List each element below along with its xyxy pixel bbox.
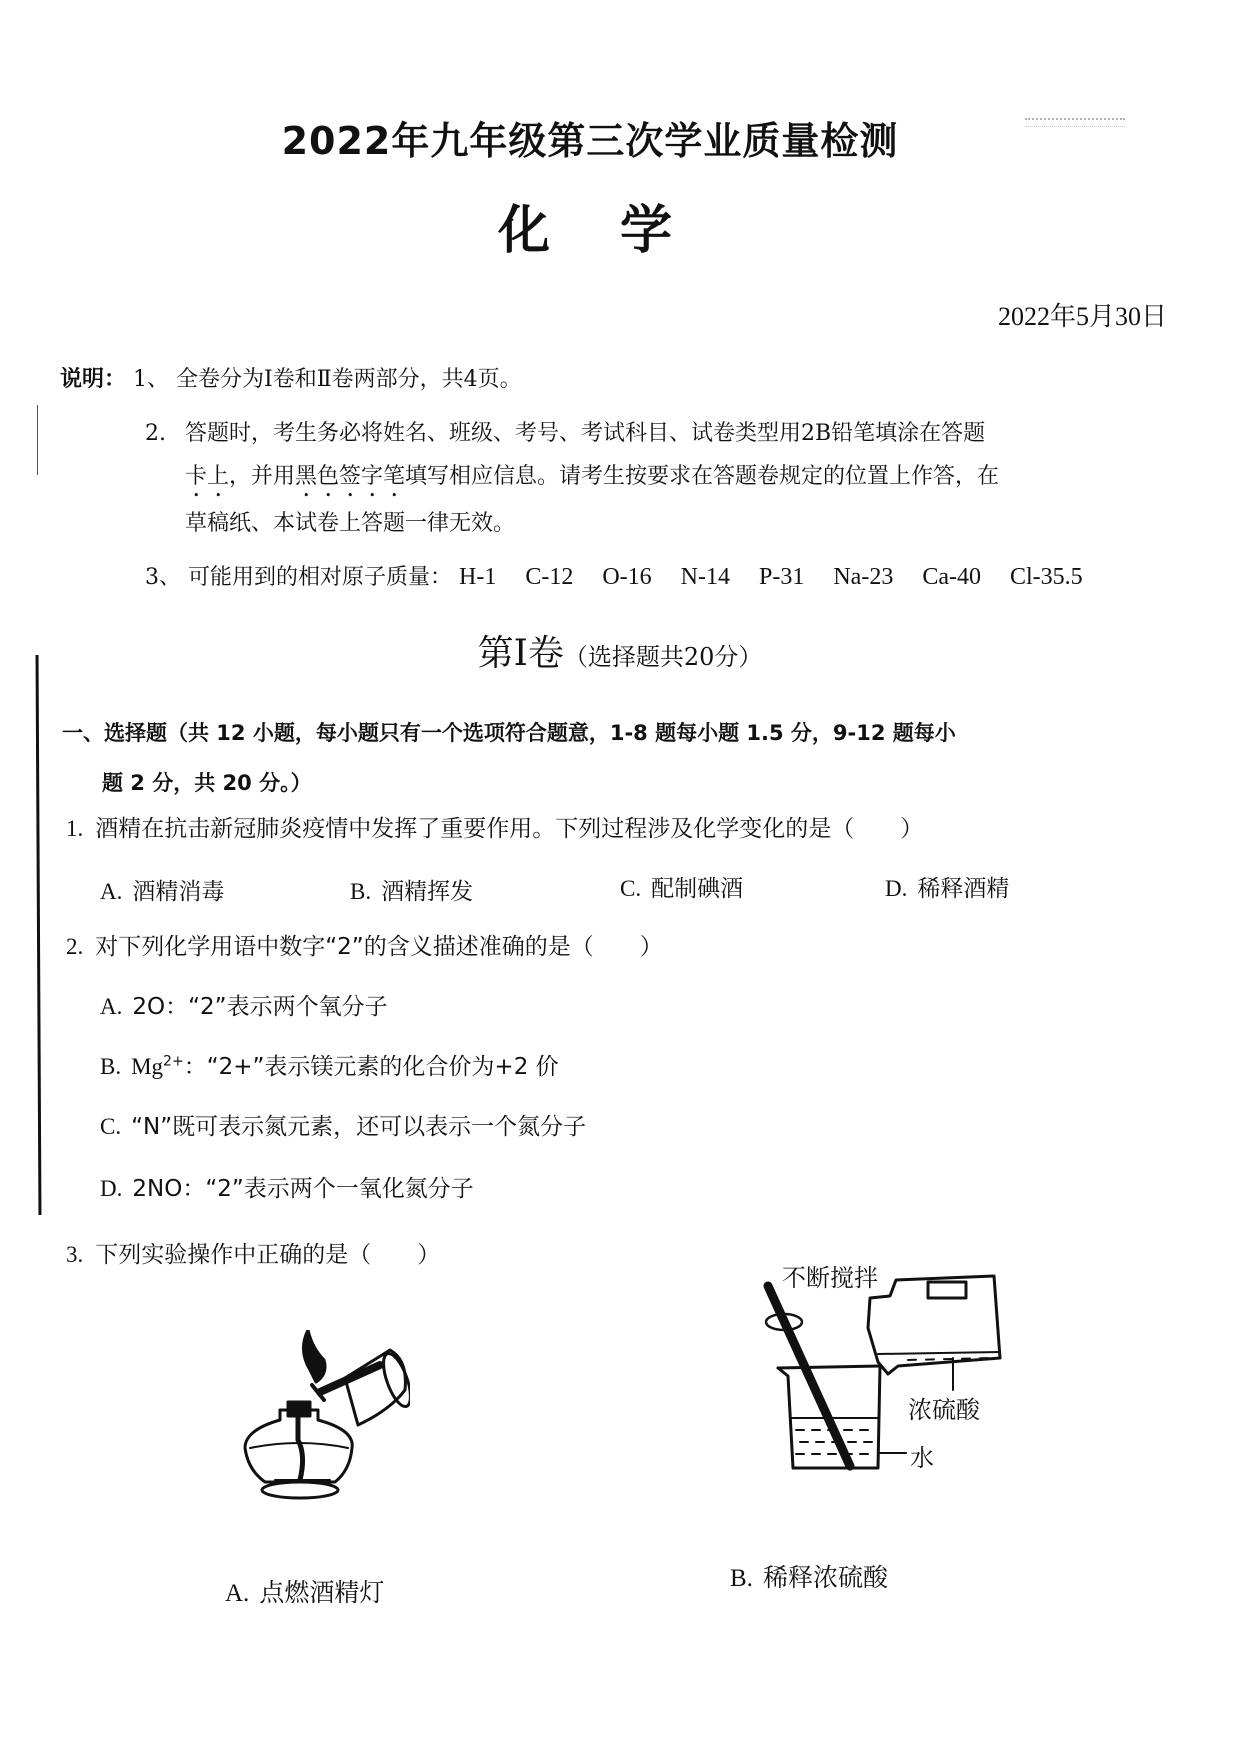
- option-letter: D.: [100, 1176, 123, 1201]
- alcohol-lamp-lighting-icon: [240, 1330, 410, 1505]
- question-2-text: 对下列化学用语中数字“2”的含义描述准确的是（ ）: [95, 934, 663, 960]
- figure-a-caption[interactable]: [225, 1573, 384, 1609]
- figure-caption-text: 点燃酒精灯: [259, 1578, 385, 1607]
- question-2-stem: [66, 928, 663, 961]
- option-text: 2O：“2”表示两个氧分子: [132, 994, 388, 1020]
- figure-caption-text: 稀释浓硫酸: [762, 1563, 888, 1592]
- mass-c: C-12: [525, 564, 574, 590]
- note-3-text: 可能用到的相对原子质量：: [188, 565, 453, 590]
- exam-date: 2022年5月30日: [997, 302, 1167, 331]
- part-one-header: [62, 708, 1182, 808]
- option-text: ：“2+”表示镁元素的化合价为+2 价: [183, 1054, 559, 1080]
- note-2-emph-pen: 黑色签字笔: [295, 464, 406, 489]
- margin-rule: [36, 655, 42, 1215]
- mass-ca: Ca-40: [922, 564, 981, 590]
- question-1-text: 酒精在抗击新冠肺炎疫情中发挥了重要作用。下列过程涉及化学变化的是（ ）: [95, 816, 924, 842]
- label-stir: 不断搅拌: [782, 1264, 878, 1292]
- part-one-line1: 一、选择题（共 12 小题，每小题只有一个选项符合题意，1-8 题每小题 1.5 分，9-12 题每小: [62, 721, 956, 745]
- mass-h: H-1: [459, 564, 497, 590]
- note-1-num: 1、: [133, 367, 170, 392]
- note-2-emph-card: 卡上: [185, 464, 230, 489]
- section-subtitle: （选择题共20分）: [563, 643, 763, 671]
- option-letter: C.: [620, 876, 642, 901]
- part-one-line2: 题 2 分，共 20 分。）: [102, 771, 312, 795]
- formula-charge: 2+: [163, 1053, 184, 1070]
- note-2-text-a: ，并用: [229, 464, 296, 489]
- question-3-text: 下列实验操作中正确的是（ ）: [95, 1242, 441, 1268]
- note-label: 说明：: [60, 367, 127, 392]
- note-3: [145, 555, 1083, 600]
- label-acid: 浓硫酸: [908, 1396, 980, 1424]
- question-2-option-d[interactable]: [100, 1170, 474, 1203]
- note-3-num: 3、: [145, 565, 181, 590]
- mass-cl: Cl-35.5: [1009, 564, 1083, 590]
- mass-p: P-31: [759, 564, 805, 590]
- section-title: [0, 625, 1240, 676]
- option-text: 配制碘酒: [651, 876, 744, 902]
- atomic-masses: [459, 565, 1083, 590]
- note-2-line2: [185, 455, 1175, 502]
- option-letter: A.: [100, 994, 123, 1019]
- note-2-line1: 答题时，考生务必将姓名、班级、考号、考试科目、试卷类型用2B铅笔填涂在答题: [185, 421, 986, 446]
- option-letter: B.: [350, 879, 372, 904]
- option-text: 稀释酒精: [917, 876, 1010, 902]
- dilute-sulfuric-acid-icon: [738, 1258, 1008, 1478]
- question-3-stem: [66, 1236, 440, 1269]
- note-1: [60, 358, 522, 402]
- note-2-line3: 草稿纸、本试卷上答题一律无效。: [185, 511, 516, 536]
- margin-rule-faint: [37, 405, 38, 475]
- note-2-text-b: 填写相应信息。请考生按要求在答题卷规定的位置上作答，在: [405, 464, 1000, 489]
- question-1-option-b[interactable]: [350, 873, 473, 906]
- question-3-number: 3.: [66, 1242, 84, 1267]
- question-2-option-b[interactable]: [100, 1048, 559, 1081]
- mass-o: O-16: [602, 564, 652, 590]
- mass-na: Na-23: [833, 564, 894, 590]
- label-water: 水: [910, 1444, 934, 1472]
- option-letter: D.: [885, 876, 908, 901]
- question-2-number: 2.: [66, 934, 84, 959]
- formula: Mg: [131, 1054, 164, 1079]
- option-text: 酒精挥发: [381, 879, 474, 905]
- figure-letter: B.: [730, 1565, 753, 1592]
- mass-n: N-14: [680, 564, 730, 590]
- figure-b-caption[interactable]: [730, 1558, 888, 1594]
- note-2-num: 2.: [145, 421, 166, 446]
- exam-title: 2022年九年级第三次学业质量检测: [281, 119, 899, 163]
- note-2: [145, 412, 1175, 545]
- option-letter: B.: [100, 1054, 122, 1079]
- option-letter: A.: [100, 879, 123, 904]
- question-1-option-c[interactable]: [620, 870, 743, 903]
- option-text: 2NO：“2”表示两个一氧化氮分子: [132, 1176, 474, 1202]
- option-letter: C.: [100, 1114, 122, 1139]
- question-2-option-a[interactable]: [100, 988, 388, 1021]
- option-text: “N”既可表示氮元素，还可以表示一个氮分子: [131, 1114, 587, 1140]
- question-1-number: 1.: [66, 816, 84, 841]
- question-1-option-d[interactable]: [885, 870, 1009, 903]
- section-name: 第Ⅰ卷: [477, 633, 564, 674]
- option-text: 酒精消毒: [132, 879, 225, 905]
- figure-letter: A.: [225, 1580, 250, 1607]
- question-2-option-c[interactable]: [100, 1108, 586, 1141]
- note-1-text: 全卷分为Ⅰ卷和Ⅱ卷两部分，共4页。: [176, 367, 522, 392]
- question-1-option-a[interactable]: [100, 873, 224, 906]
- question-1-stem: [66, 810, 923, 843]
- subject-title: 化学: [497, 201, 742, 261]
